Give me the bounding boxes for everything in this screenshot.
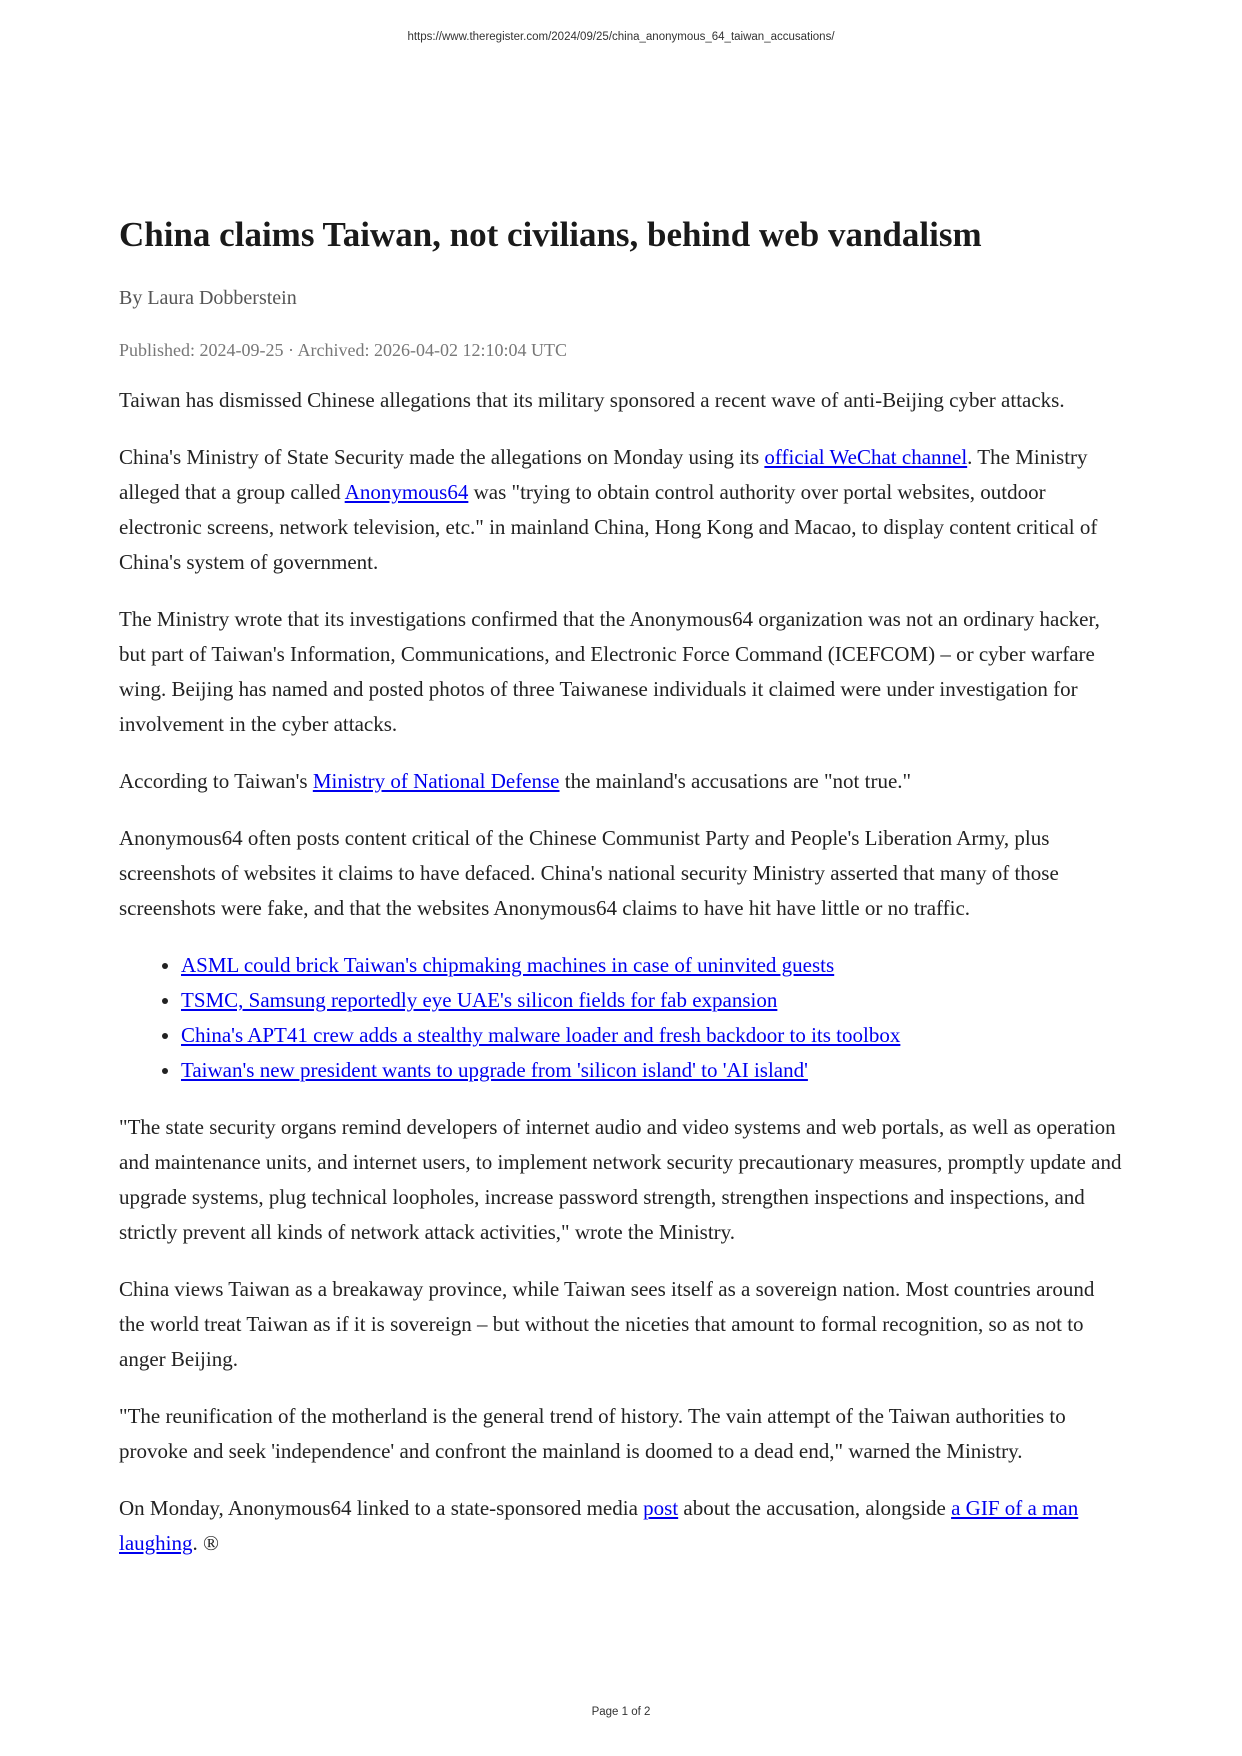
page-url: https://www.theregister.com/2024/09/25/china_anonymous_64_taiwan_accusations/ bbox=[407, 31, 835, 43]
related-link[interactable]: TSMC, Samsung reportedly eye UAE's silicon fields for fab expansion bbox=[181, 988, 778, 1012]
text: China's Ministry of State Security made the allegations on Monday using its bbox=[119, 445, 765, 469]
text: was "trying to obtain control authority over portal websites, outdoor electronic screens, network television, etc." in mainland China, Hong Kong and Macao, to display content critical of China's system of government. bbox=[119, 480, 1098, 574]
list-item bbox=[181, 948, 1124, 983]
paragraph: Taiwan has dismissed Chinese allegations that its military sponsored a recent wave of anti-Beijing cyber attacks. bbox=[119, 388, 1065, 412]
paragraph: "The state security organs remind developers of internet audio and video systems and web portals, as well as operation and maintenance units, and internet users, to implement network security precautionary measures, promptly update and upgrade systems, plug technical loopholes, increase password strength, strengthen inspections and inspections, and strictly prevent all kinds of network attack activities," wrote the Ministry. bbox=[119, 1115, 1122, 1244]
post-link[interactable]: post bbox=[643, 1496, 679, 1520]
list-item bbox=[181, 983, 1124, 1018]
related-link[interactable]: ASML could brick Taiwan's chipmaking machines in case of uninvited guests bbox=[181, 953, 835, 977]
list-item bbox=[181, 1018, 1124, 1053]
paragraph: Anonymous64 often posts content critical of the Chinese Communist Party and People's Liberation Army, plus screenshots of websites it claims to have defaced. China's national security Ministry asserted that many of those screenshots were fake, and that the websites Anonymous64 claims to have hit have little or no traffic. bbox=[119, 826, 1059, 920]
paragraph: China views Taiwan as a breakaway province, while Taiwan sees itself as a sovereign nation. Most countries around the world treat Taiwan as if it is sovereign – but without the niceties that amount to formal recognition, so as not to anger Beijing. bbox=[119, 1277, 1095, 1371]
anonymous64-link[interactable]: Anonymous64 bbox=[344, 480, 469, 504]
related-links bbox=[119, 948, 1124, 1088]
article bbox=[119, 212, 1124, 1583]
publish-meta: Published: 2024-09-25 · Archived: 2026-04-02 12:10:04 UTC bbox=[119, 340, 567, 360]
paragraph bbox=[119, 1491, 1124, 1561]
gif-link[interactable]: a GIF of a man laughing bbox=[119, 1496, 1079, 1555]
list-item bbox=[181, 1053, 1124, 1088]
text: the mainland's accusations are "not true." bbox=[559, 769, 912, 793]
paragraph bbox=[119, 440, 1124, 580]
article-title: China claims Taiwan, not civilians, behind web vandalism bbox=[119, 215, 982, 254]
wechat-channel-link[interactable]: official WeChat channel bbox=[764, 445, 968, 469]
text: about the accusation, alongside bbox=[678, 1496, 952, 1520]
ministry-defense-link[interactable]: Ministry of National Defense bbox=[312, 769, 560, 793]
byline: By Laura Dobberstein bbox=[119, 287, 297, 309]
related-link[interactable]: China's APT41 crew adds a stealthy malware loader and fresh backdoor to its toolbox bbox=[181, 1023, 901, 1047]
related-link[interactable]: Taiwan's new president wants to upgrade from 'silicon island' to 'AI island' bbox=[181, 1058, 808, 1082]
paragraph: "The reunification of the motherland is the general trend of history. The vain attempt of the Taiwan authorities to provoke and seek 'independence' and confront the mainland is doomed to a dead end," warned the Ministry. bbox=[119, 1404, 1066, 1463]
paragraph: The Ministry wrote that its investigations confirmed that the Anonymous64 organization was not an ordinary hacker, but part of Taiwan's Information, Communications, and Electronic Force Command (ICEFCOM) – or cyber warfare wing. Beijing has named and posted photos of three Taiwanese individuals it claimed were under investigation for involvement in the cyber attacks. bbox=[119, 607, 1100, 736]
text: . The Ministry alleged that a group called bbox=[119, 445, 1088, 504]
paragraph bbox=[119, 764, 1124, 799]
page-number: Page 1 of 2 bbox=[591, 1706, 651, 1718]
text: . ® bbox=[192, 1531, 219, 1555]
text: According to Taiwan's bbox=[119, 769, 313, 793]
text: On Monday, Anonymous64 linked to a state-sponsored media bbox=[119, 1496, 644, 1520]
